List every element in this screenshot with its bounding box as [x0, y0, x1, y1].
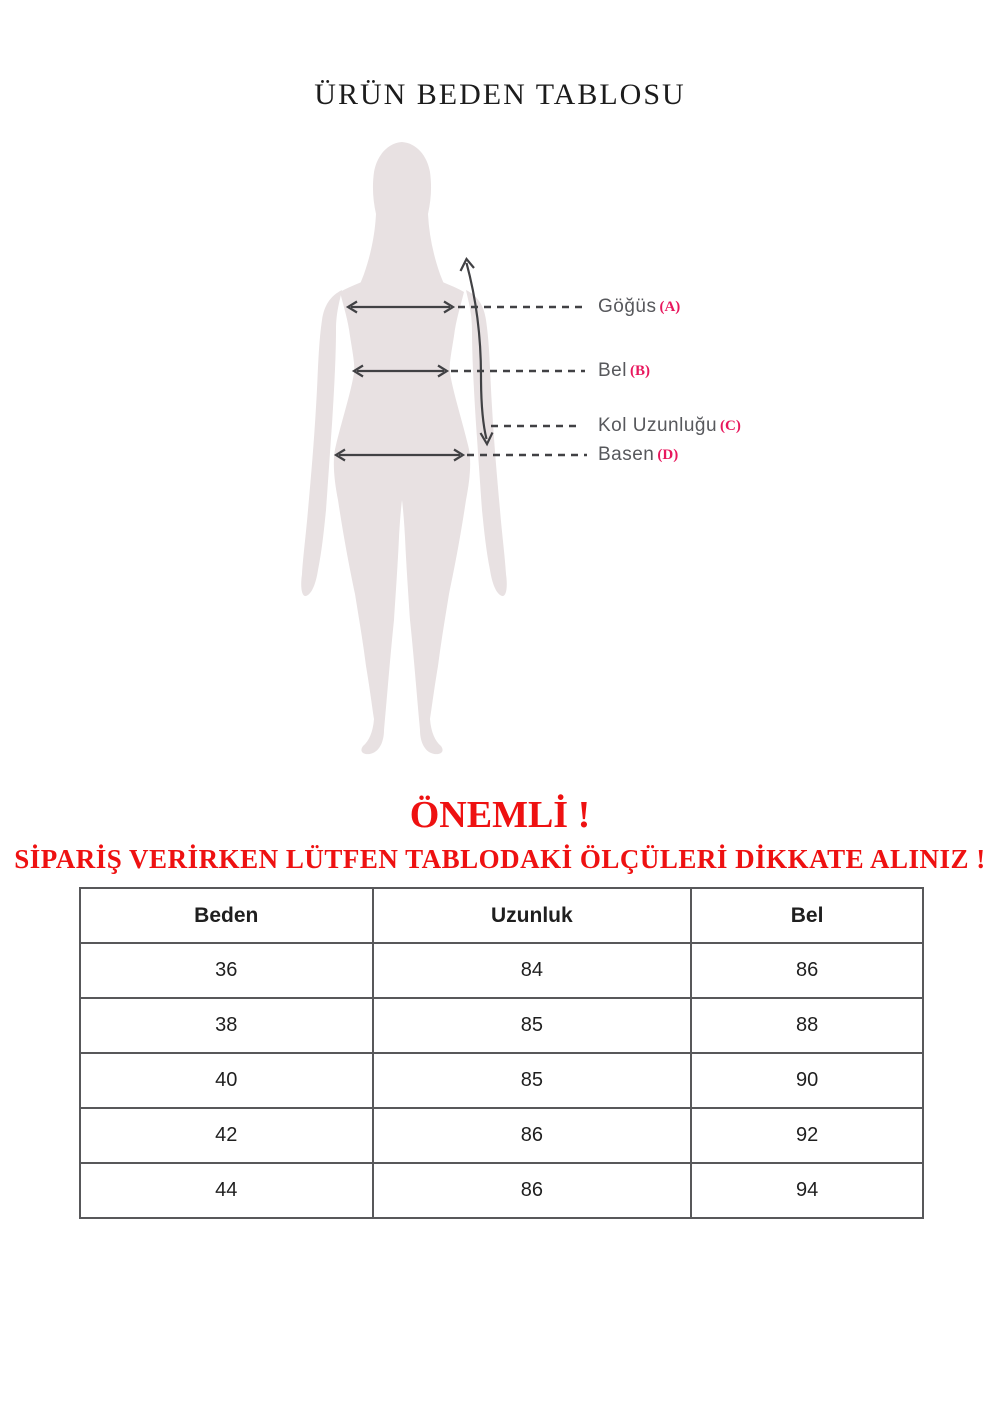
page-title: ÜRÜN BEDEN TABLOSU	[314, 78, 686, 111]
body-measurement-diagram	[290, 140, 590, 760]
cell-uzunluk: 84	[373, 943, 692, 998]
cell-bel: 90	[691, 1053, 923, 1108]
cell-bel: 94	[691, 1163, 923, 1218]
measurement-label-chest-text: Göğüs	[598, 296, 657, 317]
cell-uzunluk: 85	[373, 1053, 692, 1108]
cell-beden: 44	[80, 1163, 373, 1218]
measurement-code-a: (A)	[659, 298, 681, 315]
cell-beden: 40	[80, 1053, 373, 1108]
measurement-label-hip	[598, 444, 678, 466]
cell-uzunluk: 86	[373, 1108, 692, 1163]
cell-beden: 42	[80, 1108, 373, 1163]
silhouette-torso-legs	[334, 242, 470, 754]
measurement-label-sleeve	[598, 415, 741, 437]
silhouette-left-arm	[301, 290, 342, 596]
cell-bel: 88	[691, 998, 923, 1053]
important-heading: ÖNEMLİ !	[409, 794, 591, 836]
cell-beden: 36	[80, 943, 373, 998]
figure-silhouette	[301, 142, 507, 754]
measurement-code-c: (C)	[720, 417, 741, 434]
cell-uzunluk: 86	[373, 1163, 692, 1218]
column-header-uzunluk: Uzunluk	[373, 888, 692, 943]
table-row	[80, 998, 923, 1053]
measurement-label-waist-text: Bel	[598, 360, 627, 381]
cell-beden: 38	[80, 998, 373, 1053]
measurement-label-hip-text: Basen	[598, 444, 655, 465]
table-row	[80, 1053, 923, 1108]
measurement-code-d: (D)	[657, 446, 679, 463]
size-table	[79, 887, 924, 1219]
table-row	[80, 943, 923, 998]
measurement-code-b: (B)	[629, 362, 650, 379]
warning-text: SİPARİŞ VERİRKEN LÜTFEN TABLODAKİ ÖLÇÜLERİ DİKKATE ALINIZ !	[14, 844, 986, 874]
table-row	[80, 1108, 923, 1163]
cell-uzunluk: 85	[373, 998, 692, 1053]
leader-lines	[451, 307, 587, 455]
measurement-label-sleeve-text: Kol Uzunluğu	[598, 415, 718, 436]
cell-bel: 86	[691, 943, 923, 998]
table-row	[80, 1163, 923, 1218]
cell-bel: 92	[691, 1108, 923, 1163]
size-table-header-row	[80, 888, 923, 943]
column-header-bel: Bel	[691, 888, 923, 943]
column-header-beden: Beden	[80, 888, 373, 943]
measurement-label-chest	[598, 296, 680, 318]
measurement-label-waist	[598, 360, 650, 382]
